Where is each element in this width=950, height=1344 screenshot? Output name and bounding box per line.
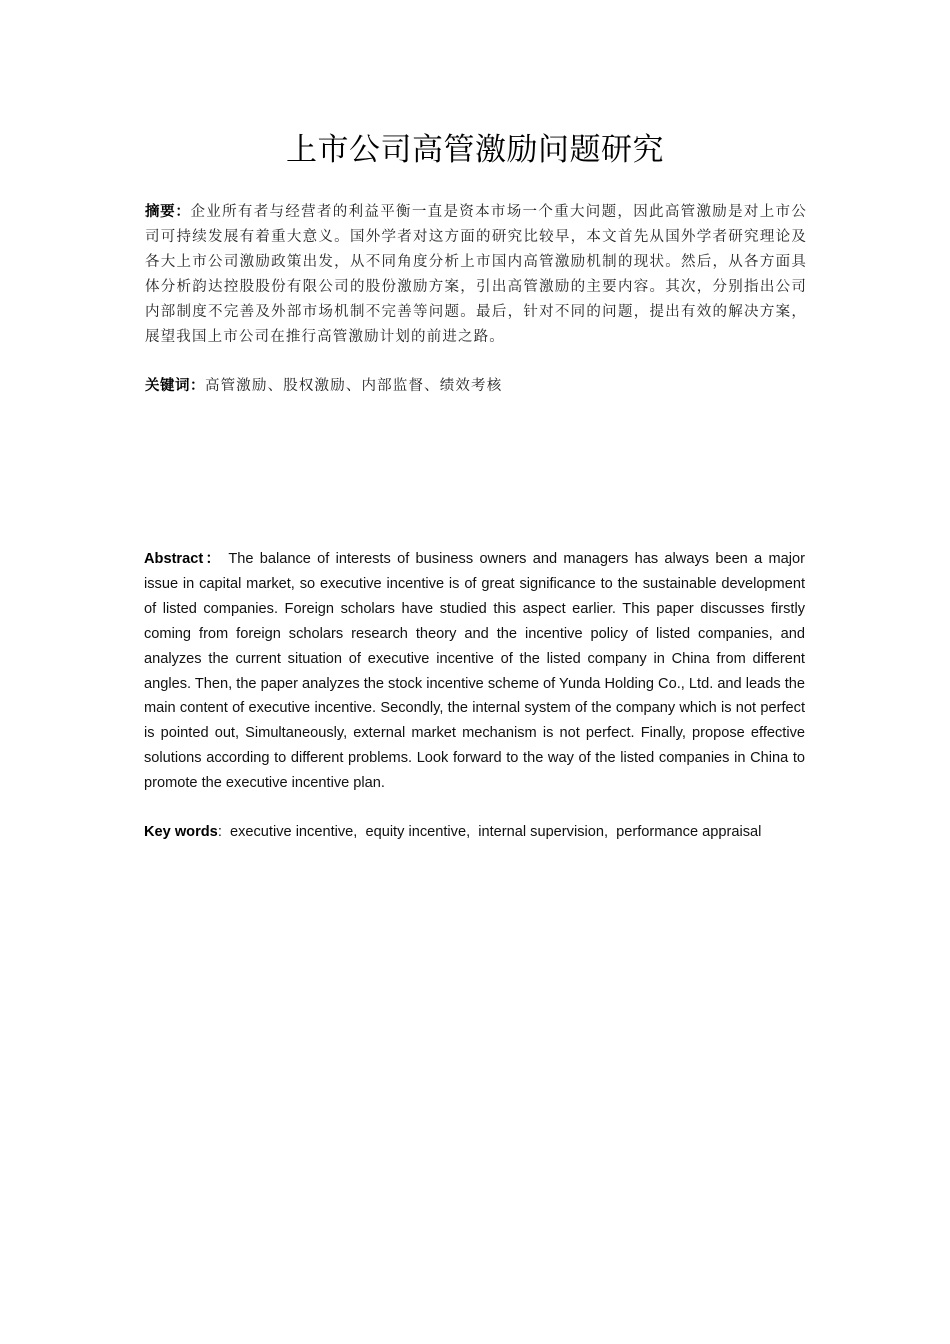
chinese-keywords-text: 高管激励、股权激励、内部监督、绩效考核 — [205, 378, 503, 394]
english-keywords-label: Key words — [144, 824, 218, 840]
chinese-keywords-label: 关键词： — [145, 378, 205, 394]
english-keywords — [144, 820, 844, 845]
english-abstract-text: The balance of interests of business owners and managers has always been a major issue in capital market, so executive incentive is of great significance to the sustainable development of listed companies. Foreign scholars have studied this aspect earlier. This paper discusses firstly coming from foreign scholars research theory and the incentive policy of listed companies, and analyzes the current situation of executive incentive of the listed company in China from different angles. Then, the paper analyzes the stock incentive scheme of Yunda Holding Co., Ltd. and leads the main content of executive incentive. Secondly, the internal system of the company which is not perfect is pointed out, Simultaneously, external market mechanism is not perfect. Finally, propose effective solutions according to different problems. Look forward to the way of the listed companies in China to promote the executive incentive plan. — [144, 551, 805, 792]
chinese-abstract-label: 摘要： — [145, 204, 191, 220]
english-keyword-item: internal supervision, — [478, 824, 609, 840]
english-keyword-item: executive incentive, — [229, 824, 358, 840]
document-title: 上市公司高管激励问题研究 — [286, 132, 664, 168]
chinese-abstract — [145, 200, 807, 350]
english-keyword-item: equity incentive, — [365, 824, 471, 840]
chinese-abstract-text: 企业所有者与经营者的利益平衡一直是资本市场一个重大问题，因此高管激励是对上市公司可持续发展有着重大意义。国外学者对这方面的研究比较早，本文首先从国外学者研究理论及各大上市公司激励政策出发，从不同角度分析上市国内高管激励机制的现状。然后，从各方面具体分析韵达控股股份有限公司的股份激励方案，引出高管激励的主要内容。其次，分别指出公司内部制度不完善及外部市场机制不完善等问题。最后，针对不同的问题，提出有效的解决方案，展望我国上市公司在推行高管激励计划的前进之路。 — [145, 204, 808, 345]
english-abstract-label: Abstract： — [144, 551, 223, 567]
english-keywords-colon: : — [217, 824, 222, 840]
chinese-keywords — [145, 374, 807, 399]
english-keyword-item: performance appraisal — [616, 824, 762, 840]
english-abstract — [144, 547, 805, 796]
